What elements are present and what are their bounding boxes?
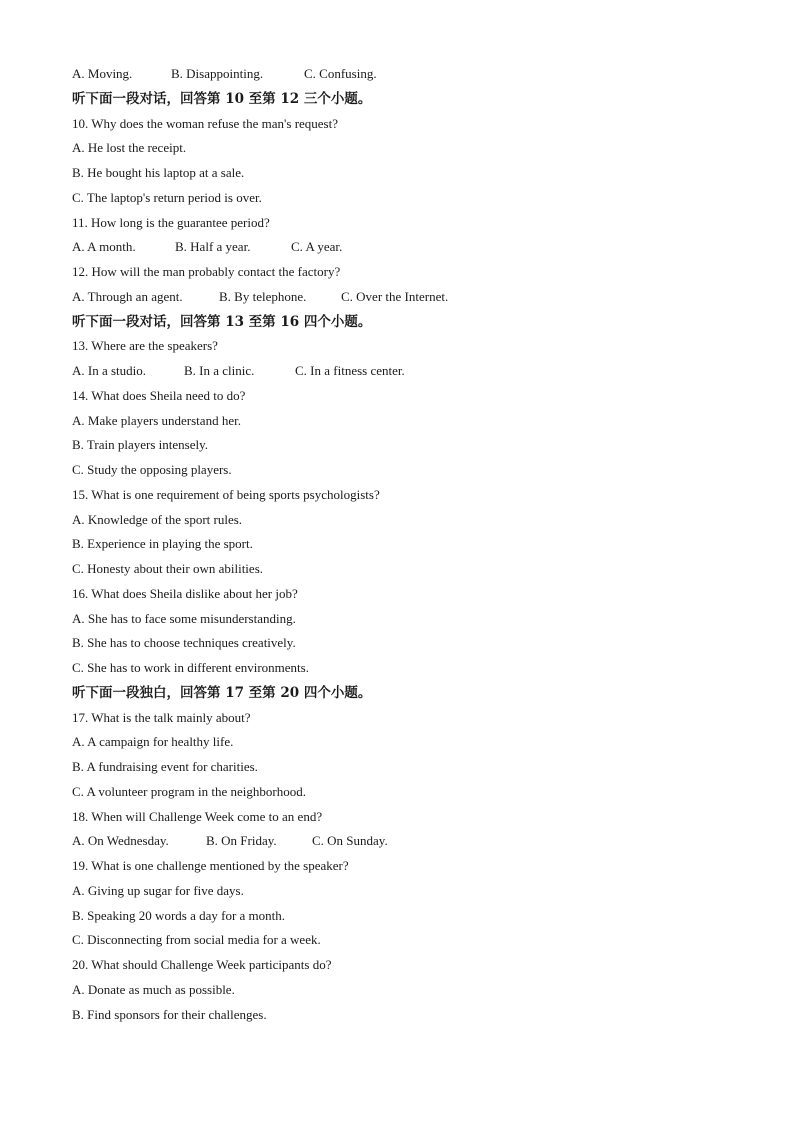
option-10b: B. He bought his laptop at a sale. (72, 165, 245, 180)
options-row-11 (72, 235, 732, 260)
option-16b: B. She has to choose techniques creatively. (72, 635, 296, 651)
option-14a: A. Make players understand her. (72, 412, 241, 428)
section-heading-17-20: 听下面一段独白，回答第 17 至第 20 四个小题。 (72, 684, 372, 701)
option-15a: A. Knowledge of the sport rules. (72, 511, 243, 527)
option-17c: C. A volunteer program in the neighborhood. (72, 783, 306, 799)
worksheet-page (72, 62, 732, 1027)
section-heading-13-16: 听下面一段对话，回答第 13 至第 16 四个小题。 (72, 313, 372, 330)
option-9a: A. Moving. (72, 66, 133, 81)
options-row-18 (72, 829, 732, 854)
question-12: 12. How will the man probably contact the factory? (72, 264, 341, 279)
option-18b: B. On Friday. (206, 833, 277, 849)
option-14c: C. Study the opposing players. (72, 462, 232, 477)
question-15: 15. What is one requirement of being sports psychologists? (72, 486, 380, 502)
question-20: 20. What should Challenge Week participants do? (72, 957, 332, 972)
option-12b: B. By telephone. (219, 288, 307, 304)
option-11b: B. Half a year. (175, 239, 251, 255)
section-heading-10-12: 听下面一段对话，回答第 10 至第 12 三个小题。 (72, 90, 372, 107)
question-13: 13. Where are the speakers? (72, 338, 218, 354)
option-10a: A. He lost the receipt. (72, 140, 187, 156)
option-12c: C. Over the Internet. (341, 288, 449, 304)
option-17a: A. A campaign for healthy life. (72, 734, 234, 750)
option-17b: B. A fundraising event for charities. (72, 759, 258, 774)
option-15b: B. Experience in playing the sport. (72, 536, 253, 552)
question-18: 18. When will Challenge Week come to an end? (72, 808, 323, 824)
option-18a: A. On Wednesday. (72, 833, 169, 849)
option-15c: C. Honesty about their own abilities. (72, 561, 264, 576)
option-11a: A. A month. (72, 239, 136, 255)
option-12a: A. Through an agent. (72, 288, 183, 304)
option-20b: B. Find sponsors for their challenges. (72, 1006, 267, 1022)
option-20a: A. Donate as much as possible. (72, 981, 235, 997)
options-row-9 (72, 62, 732, 87)
question-19: 19. What is one challenge mentioned by the speaker? (72, 858, 349, 873)
option-19c: C. Disconnecting from social media for a week. (72, 932, 321, 948)
option-13b: B. In a clinic. (184, 363, 255, 378)
option-10c: C. The laptop's return period is over. (72, 189, 262, 205)
question-16: 16. What does Sheila dislike about her job? (72, 585, 298, 601)
option-18c: C. On Sunday. (312, 833, 388, 849)
option-14b: B. Train players intensely. (72, 437, 209, 453)
option-9b: B. Disappointing. (171, 66, 264, 81)
option-16c: C. She has to work in different environments. (72, 660, 309, 675)
option-16a: A. She has to face some misunderstanding. (72, 610, 296, 626)
question-10: 10. Why does the woman refuse the man's request? (72, 115, 338, 131)
option-9c: C. Confusing. (304, 66, 377, 81)
option-11c: C. A year. (291, 239, 343, 255)
option-19a: A. Giving up sugar for five days. (72, 882, 244, 898)
option-13c: C. In a fitness center. (295, 363, 405, 378)
options-row-12 (72, 285, 732, 310)
question-17: 17. What is the talk mainly about? (72, 709, 251, 725)
question-11: 11. How long is the guarantee period? (72, 214, 270, 230)
options-row-13 (72, 359, 732, 384)
option-13a: A. In a studio. (72, 363, 147, 378)
question-14: 14. What does Sheila need to do? (72, 387, 246, 403)
option-19b: B. Speaking 20 words a day for a month. (72, 907, 286, 923)
